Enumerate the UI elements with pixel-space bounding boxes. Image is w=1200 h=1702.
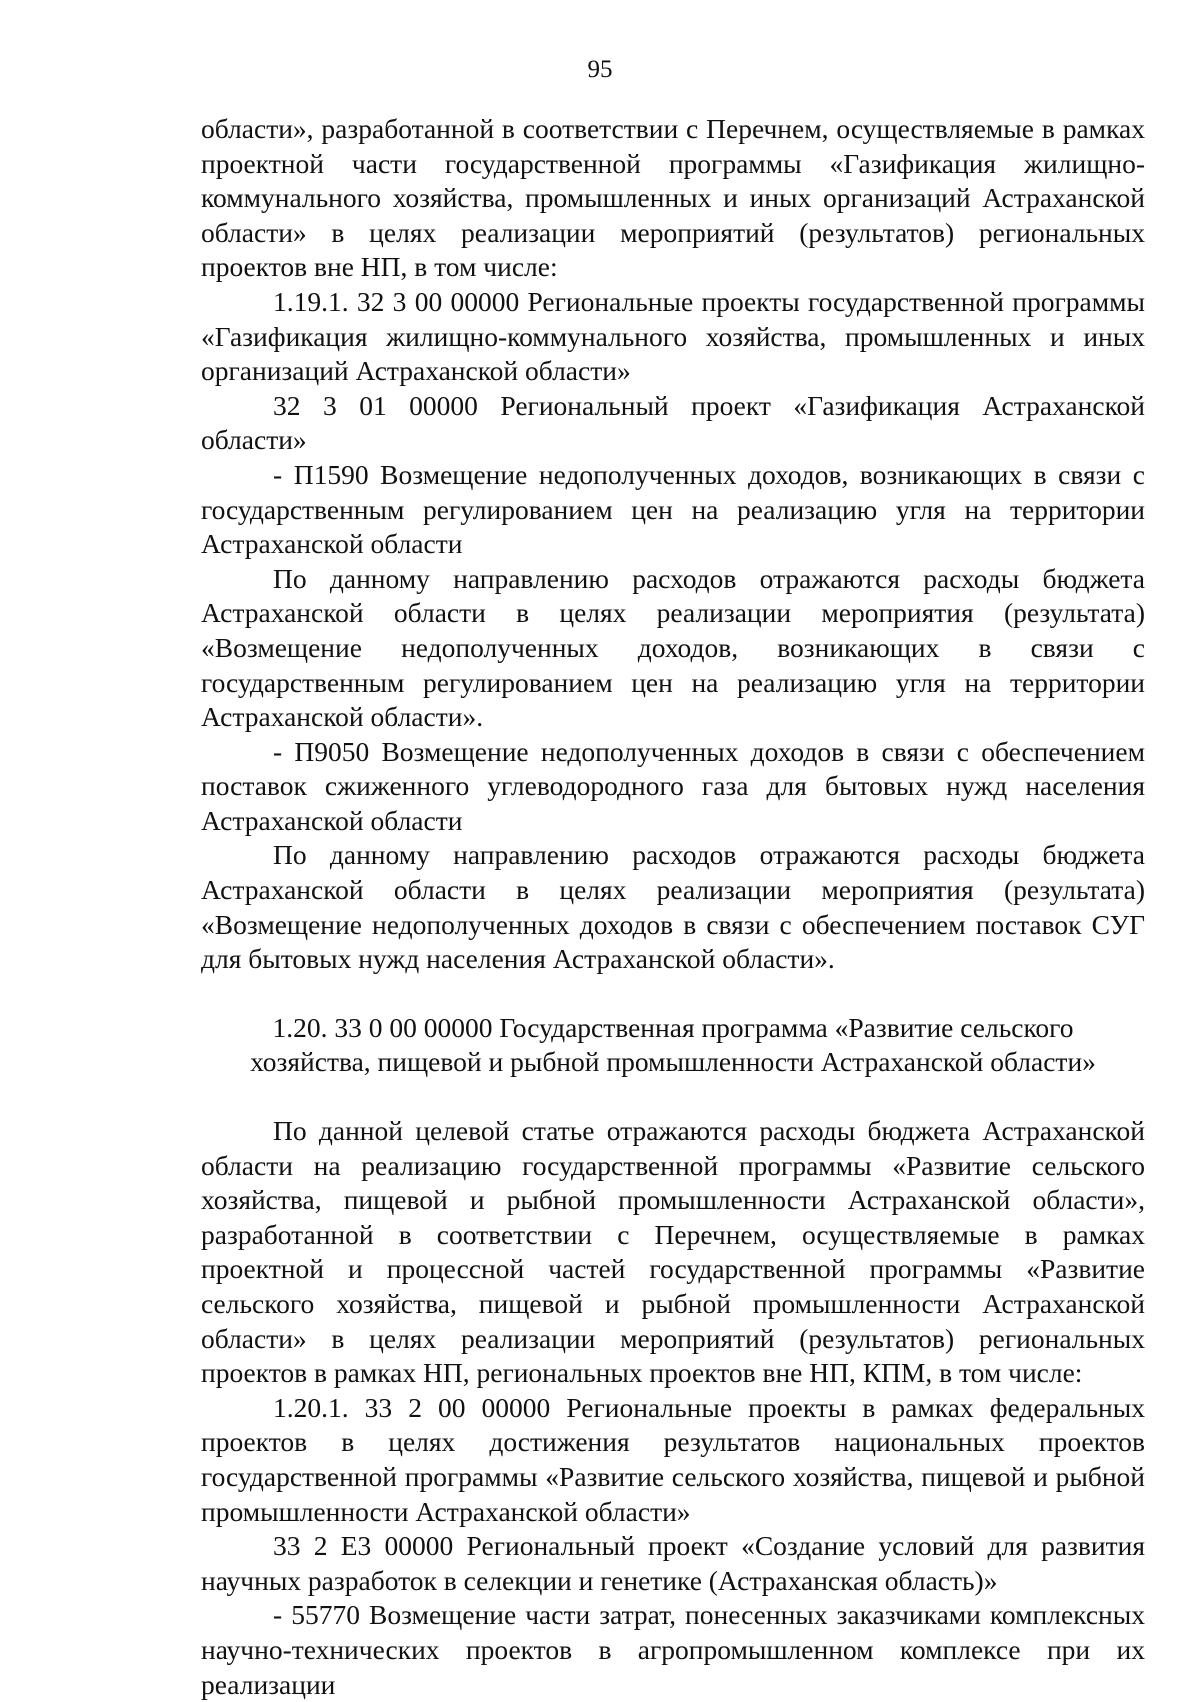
page-number: 95 bbox=[587, 56, 613, 83]
paragraph-target-article: По данной целевой статье отражаются расходы бюджета Астраханской области на реализацию государственной программы «Развитие сельского хозяйства, пищевой и рыбной промышленности Астраханской области», разработанной в соответствии с Перечнем, осуществляемые в рамках проектной и процессной частей государственной программы «Развитие сельского хозяйства, пищевой и рыбной промышленности Астраханской области» в целях реализации мероприятий (результатов) региональных проектов в рамках НП, региональных проектов вне НП, КПМ, в том числе: bbox=[201, 1115, 1145, 1389]
paragraph-p1590-description: По данному направлению расходов отражаются расходы бюджета Астраханской области в целях реализации мероприятия (результата) «Возмещение недополученных доходов, возникающих в связи с государственным регулированием цен на реализацию угля на территории Астраханской области». bbox=[201, 562, 1145, 733]
paragraph-item-1-20-1: 1.20.1. 33 2 00 00000 Региональные проекты в рамках федеральных проектов в целях достижения результатов национальных проектов государственной программы «Развитие сельского хозяйства, пищевой и рыбной промышленности Астраханской области» bbox=[201, 1391, 1145, 1527]
paragraph-p9050: - П9050 Возмещение недополученных доходов в связи с обеспечением поставок сжиженного углеводородного газа для бытовых нужд населения Астраханской области bbox=[201, 735, 1145, 836]
paragraph-item-1-19-1: 1.19.1. 32 3 00 00000 Региональные проекты государственной программы «Газификация жилищно-коммунального хозяйства, промышленных и иных организаций Астраханской области» bbox=[201, 285, 1145, 387]
paragraph-55770: - 55770 Возмещение части затрат, понесенных заказчиками комплексных научно-технических проектов в агропромышленном комплексе при их реализации bbox=[201, 1599, 1145, 1700]
paragraph-continuation: области», разработанной в соответствии с Перечнем, осуществляемые в рамках проектной части государственной программы «Газификация жилищно-коммунального хозяйства, промышленных и иных организаций Астраханской области» в целях реализации мероприятий (результатов) региональных проектов вне НП, в том числе: bbox=[201, 113, 1145, 283]
section-heading-1-20: 1.20. 33 0 00 00000 Государственная программа «Развитие сельского хозяйства, пищевой и рыбной промышленности Астраханской области» bbox=[250, 1011, 1096, 1078]
paragraph-p1590: - П1590 Возмещение недополученных доходов, возникающих в связи с государственным регулированием цен на реализацию угля на территории Астраханской области bbox=[201, 458, 1145, 560]
paragraph-regional-project-e3: 33 2 Е3 00000 Региональный проект «Создание условий для развития научных разработок в селекции и генетике (Астраханская область)» bbox=[201, 1530, 1145, 1596]
paragraph-regional-project: 32 3 01 00000 Региональный проект «Газификация Астраханской области» bbox=[201, 389, 1145, 456]
paragraph-p9050-description: По данному направлению расходов отражаются расходы бюджета Астраханской области в целях реализации мероприятия (результата) «Возмещение недополученных доходов в связи с обеспечением поставок СУГ для бытовых нужд населения Астраханской области». bbox=[201, 839, 1145, 975]
document-body bbox=[201, 112, 1145, 1702]
